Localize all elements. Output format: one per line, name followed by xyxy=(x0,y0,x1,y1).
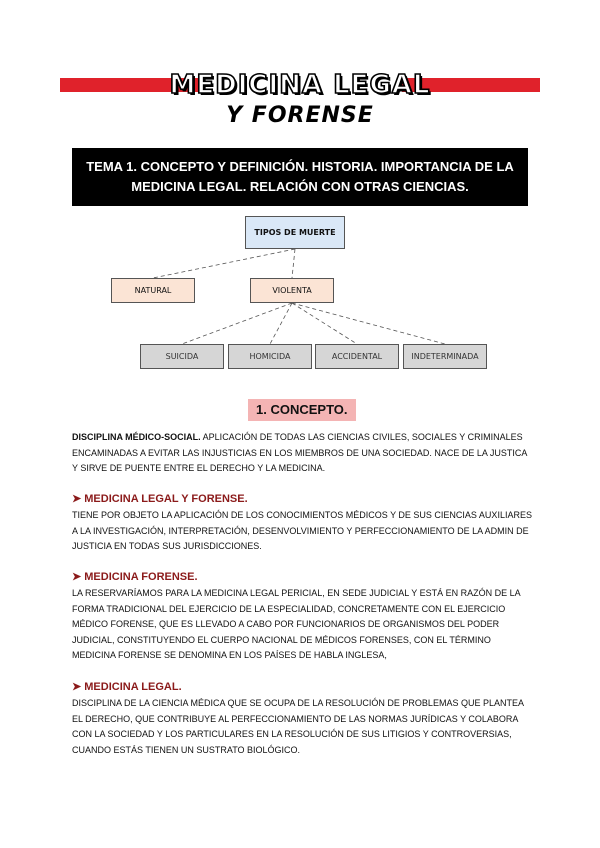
subsection-text: DISCIPLINA DE LA CIENCIA MÉDICA QUE SE OCUPA DE LA RESOLUCIÓN DE PROBLEMAS QUE PLANTEA EL DERECHO, QUE CONTRIBUYE AL PERFECCIONAMIENTO DE LAS NORMAS JURÍDICAS Y COLABORA CON LA SOCIEDAD Y LOS PARTICULARES EN LA RESOLUCIÓN DE SUS LITIGIOS Y CONTROVERSIAS, CUANDO ESTÁS TIENEN UN SUSTRATO BIOLÓGICO. xyxy=(72,698,524,755)
subsection-heading: ➤ MEDICINA LEGAL Y FORENSE. xyxy=(72,493,248,505)
diagram-homicida-box xyxy=(228,344,312,369)
subsection-heading: ➤ MEDICINA LEGAL. xyxy=(72,681,182,693)
section-title: 1. CONCEPTO. xyxy=(248,399,356,421)
diagram-accidental-label: ACCIDENTAL xyxy=(331,352,383,361)
connector-violenta-accidental xyxy=(292,303,357,344)
diagram-homicida-label: HOMICIDA xyxy=(249,352,291,361)
page-subtitle: Y FORENSE xyxy=(226,103,374,128)
diagram-violenta-label: VIOLENTA xyxy=(272,286,312,295)
diagram-root-box xyxy=(245,216,345,249)
diagram-root-label: TIPOS DE MUERTE xyxy=(254,228,336,237)
intro-text: APLICACIÓN DE TODAS LAS CIENCIAS CIVILES, SOCIALES Y CRIMINALES ENCAMINADAS A EVITAR LAS INJUSTICIAS EN LOS MIEMBROS DE UNA SOCIEDAD. NACE DE LA JUSTICA Y SIRVE DE PUENTE ENTRE EL DERECHO Y LA MEDICINA. xyxy=(72,432,527,473)
tema-text: TEMA 1. CONCEPTO Y DEFINICIÓN. HISTORIA. IMPORTANCIA DE LA MEDICINA LEGAL. RELACIÓN CON OTRAS CIENCIAS. xyxy=(86,159,514,194)
diagram-violenta-box xyxy=(250,278,334,303)
connector-root-violenta xyxy=(292,249,295,278)
diagram-natural-label: NATURAL xyxy=(134,286,172,295)
diagram-indeterminada-label: INDETERMINADA xyxy=(411,352,479,361)
diagram-suicida-box xyxy=(140,344,224,369)
diagram-accidental-box xyxy=(315,344,399,369)
subsection-text: LA RESERVARÍAMOS PARA LA MEDICINA LEGAL PERICIAL, EN SEDE JUDICIAL Y ESTÁ EN RAZÓN DE LA FORMA TRADICIONAL DEL EJERCICIO DE LA ESPECIALIDAD, CONCRETAMENTE CON EL EJERCICIO MÉDICO FORENSE, QUE ES LLEVADO A CABO POR FUNCIONARIOS DE ORGANISMOS DEL PODER JUDICIAL, CONSTITUYENDO EL CUERPO NACIONAL DE MÉDICOS FORENSES, CON EL TÉRMINO MEDICINA FORENSE SE DENOMINA EN LOS PAÍSES DE HABLA INGLESA, xyxy=(72,588,521,660)
connector-violenta-indeterminada xyxy=(292,303,445,344)
intro-paragraph xyxy=(72,430,532,477)
subsection-text: TIENE POR OBJETO LA APLICACIÓN DE LOS CONOCIMIENTOS MÉDICOS Y DE SUS CIENCIAS AUXILIARES A LA INVESTIGACIÓN, INTERPRETACIÓN, DESENVOLVIMIENTO Y PERFECCIONAMIENTO DE LA ADMIN DE JUSTICIA EN TODAS SUS JURISDICCIONES. xyxy=(72,510,532,551)
page-title: MEDICINA LEGAL xyxy=(169,70,431,100)
connector-root-natural xyxy=(153,249,295,278)
diagram-natural-box xyxy=(111,278,195,303)
diagram-suicida-label: SUICIDA xyxy=(165,352,199,361)
connector-violenta-homicida xyxy=(270,303,292,344)
subsection-heading: ➤ MEDICINA FORENSE. xyxy=(72,571,198,583)
diagram-indeterminada-box xyxy=(403,344,487,369)
connector-violenta-suicida xyxy=(182,303,292,344)
intro-label: DISCIPLINA MÉDICO-SOCIAL. xyxy=(72,432,201,442)
